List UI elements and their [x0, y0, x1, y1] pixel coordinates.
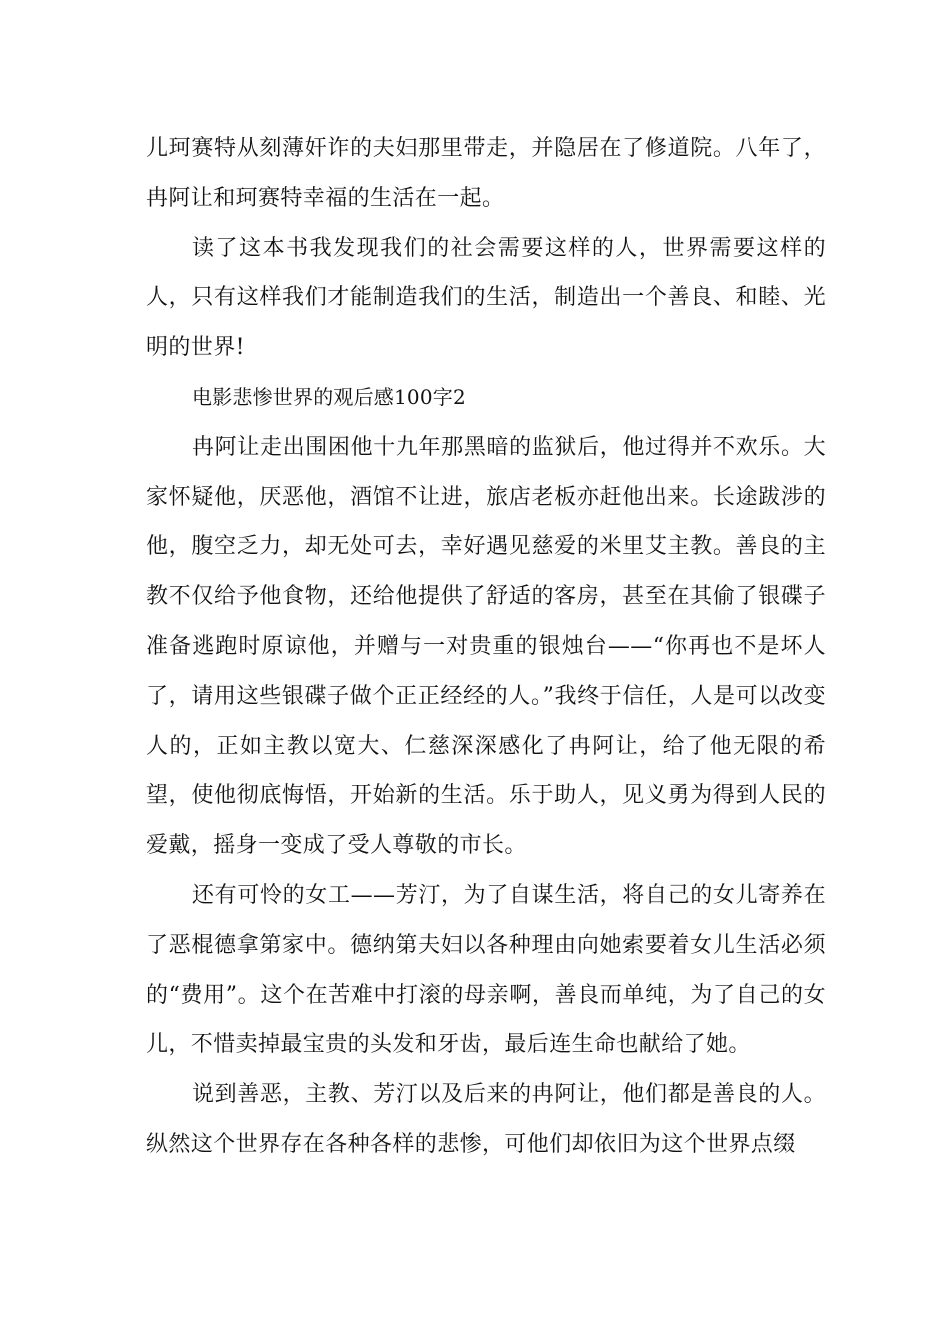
paragraph-continuation: 儿珂赛特从刻薄奸诈的夫妇那里带走，并隐居在了修道院。八年了，冉阿让和珂赛特幸福的生活在一起。	[146, 136, 826, 211]
paragraph-reflection: 读了这本书我发现我们的社会需要这样的人，世界需要这样的人，只有这样我们才能制造我们的生活，制造出一个善良、和睦、光明的世界!	[146, 235, 826, 361]
document-body	[146, 124, 826, 1170]
section-heading: 电影悲惨世界的观后感100字2	[192, 384, 466, 409]
paragraph-fantine: 还有可怜的女工——芳汀，为了自谋生活，将自己的女儿寄养在了恶棍德拿第家中。德纳第夫妇以各种理由向她索要着女儿生活必须的“费用”。这个在苦难中打滚的母亲啊，善良而单纯，为了自己的女儿，不惜卖掉最宝贵的头发和牙齿，最后连生命也献给了她。	[146, 882, 826, 1058]
paragraph-good-and-evil: 说到善恶，主教、芳汀以及后来的冉阿让，他们都是善良的人。纵然这个世界存在各种各样的悲惨，可他们却依旧为这个世界点缀	[146, 1082, 826, 1157]
paragraph-jean-valjean: 冉阿让走出围困他十九年那黑暗的监狱后，他过得并不欢乐。大家怀疑他，厌恶他，酒馆不让进，旅店老板亦赶他出来。长途跋涉的他，腹空乏力，却无处可去，幸好遇见慈爱的米里艾主教。善良的主教不仅给予他食物，还给他提供了舒适的客房，甚至在其偷了银碟子准备逃跑时原谅他，并赠与一对贵重的银烛台——“你再也不是坏人了，请用这些银碟子做个正正经经的人。”我终于信任，人是可以改变人的，正如主教以宽大、仁慈深深感化了冉阿让，给了他无限的希望，使他彻底悔悟，开始新的生活。乐于助人，见义勇为得到人民的爱戴，摇身一变成了受人尊敬的市长。	[146, 434, 826, 859]
